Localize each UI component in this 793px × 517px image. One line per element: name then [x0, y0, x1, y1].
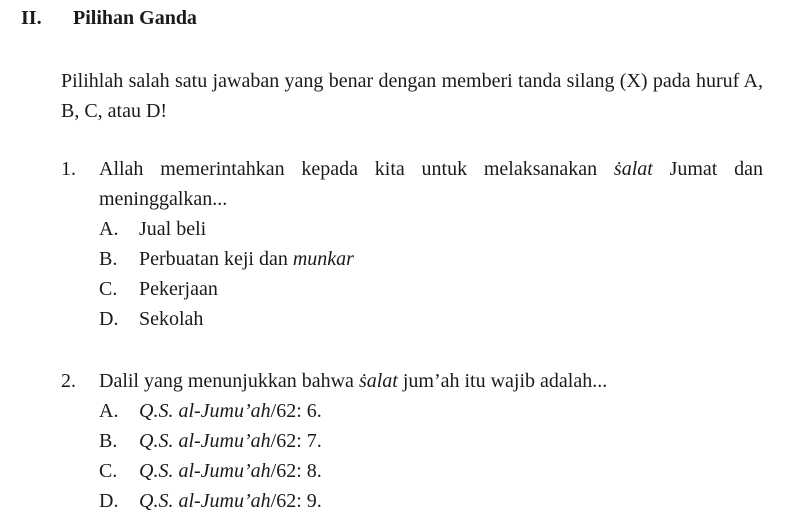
option-letter: B. [99, 248, 118, 270]
option-letter: A. [99, 218, 119, 240]
option-a [99, 396, 763, 426]
option-a [99, 214, 763, 244]
option-letter: D. [99, 490, 119, 512]
option-text: Pekerjaan [139, 278, 218, 300]
option-letter: C. [99, 278, 118, 300]
option-text: /62: 8. [270, 460, 322, 482]
option-list [61, 396, 763, 516]
option-letter: B. [99, 430, 118, 452]
option-letter: C. [99, 460, 118, 482]
instruction-text: Pilihlah salah satu jawaban yang benar dengan memberi tanda silang (X) pada huruf A, B, C, atau D! [61, 70, 763, 122]
option-text-italic: Q.S. al-Jumu’ah [139, 460, 271, 482]
option-d [99, 486, 763, 516]
option-text: /62: 6. [270, 400, 322, 422]
option-c [99, 456, 763, 486]
option-b [99, 244, 763, 274]
option-text: /62: 9. [270, 490, 322, 512]
question-text: Allah memerintahkan kepada kita untuk melaksanakan ṡalat Jumat dan meninggalkan... [99, 158, 763, 210]
option-text: /62: 7. [270, 430, 322, 452]
question-1 [61, 154, 763, 334]
question-number: 1. [61, 158, 76, 180]
option-c [99, 274, 763, 304]
option-d [99, 304, 763, 334]
option-text: Perbuatan keji dan [139, 248, 293, 270]
option-list [61, 214, 763, 334]
option-text-italic: munkar [292, 248, 354, 270]
question-number: 2. [61, 370, 76, 392]
option-text-italic: Q.S. al-Jumu’ah [139, 490, 271, 512]
question-2 [61, 366, 763, 516]
option-text: Jual beli [139, 218, 207, 240]
section-title: Pilihan Ganda [73, 7, 197, 29]
option-letter: A. [99, 400, 119, 422]
question-text: Dalil yang menunjukkan bahwa ṡalat jum’ah itu wajib adalah... [99, 370, 608, 392]
option-text-italic: Q.S. al-Jumu’ah [139, 400, 271, 422]
option-b [99, 426, 763, 456]
section-number: II. [21, 7, 42, 29]
option-letter: D. [99, 308, 119, 330]
option-text-italic: Q.S. al-Jumu’ah [139, 430, 271, 452]
option-text: Sekolah [139, 308, 204, 330]
